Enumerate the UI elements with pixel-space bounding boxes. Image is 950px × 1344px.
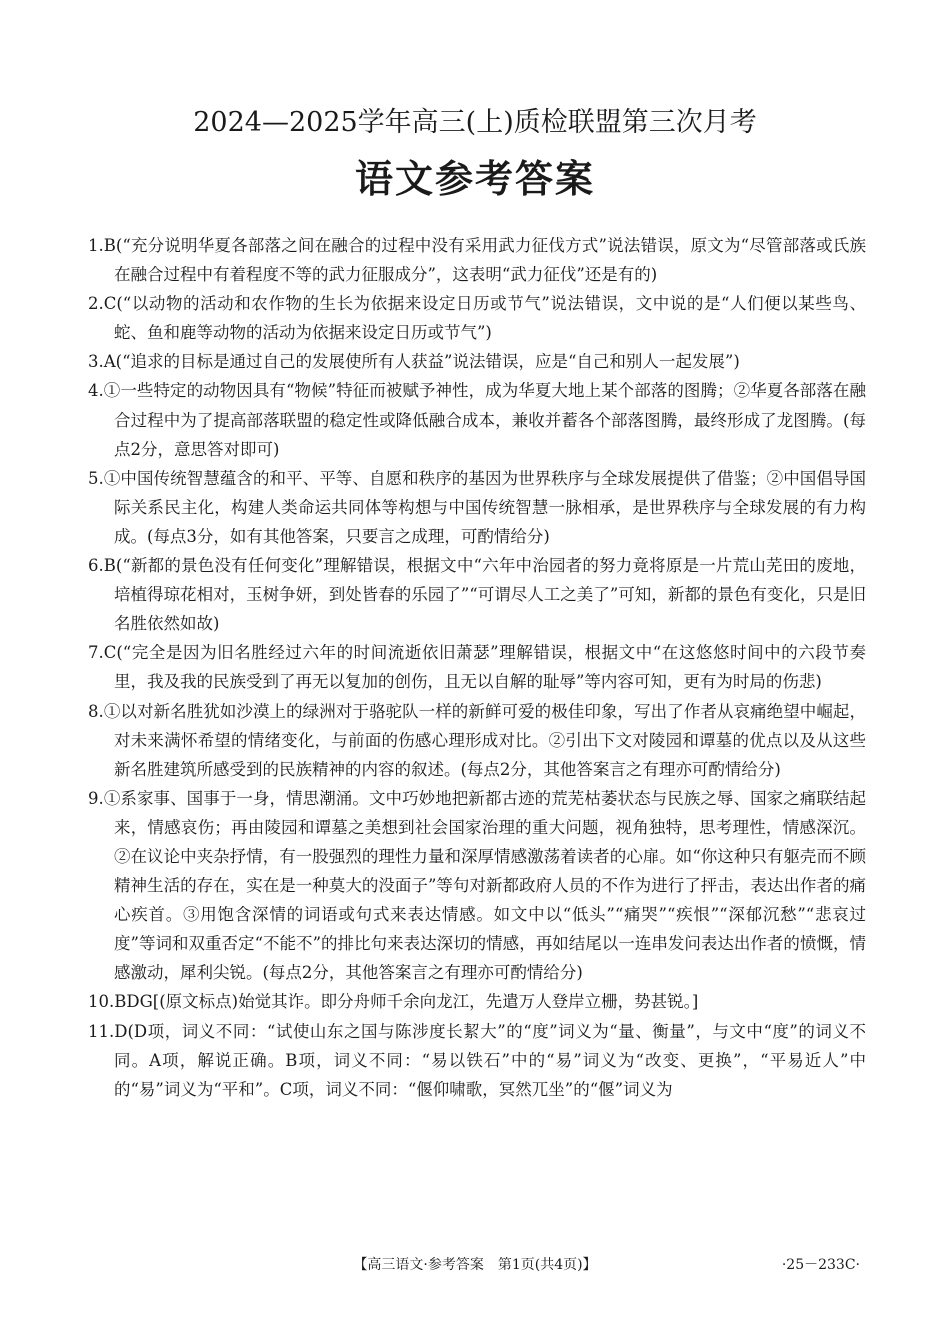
answer-item: [88, 231, 866, 289]
answer-number: 11.: [88, 1021, 115, 1041]
answer-list: [88, 231, 866, 1104]
answer-text: ①系家事、国事于一身，情思潮涌。文中巧妙地把新都古迹的荒芜枯萎状态与民族之辱、国家之痛联结起来，情感哀伤；再由陵园和谭墓之美想到社会国家治理的重大问题，视角独特，思考理性，情感深沉。②在议论中夹杂抒情，有一股强烈的理性力量和深厚情感激荡着读者的心扉。如“你这种只有躯壳而不顾精神生活的存在，实在是一种莫大的没面子”等句对新都政府人员的不作为进行了抨击，表达出作者的痛心疾首。③用饱含深情的词语或句式来表达情感。如文中以“低头”“痛哭”“疾恨”“深郁沉愁”“悲哀过度”等词和双重否定“不能不”的排比句来表达深切的情感，再如结尾以一连串发问表达出作者的愤慨，情感激动，犀利尖锐。(每点2分，其他答案言之有理亦可酌情给分): [103, 788, 866, 983]
answer-number: 7.: [88, 643, 104, 663]
answer-item: [88, 289, 866, 347]
answer-text: BDG[(原文标点)始觉其诈。即分舟师千余向龙江，先遣万人登岸立栅，势甚锐。]: [114, 992, 699, 1012]
footer-doc-code: ·25－233C·: [781, 1257, 860, 1273]
answer-text: A(“追求的目标是通过自己的发展使所有人获益”说法错误，应是“自己和别人一起发展”): [103, 352, 740, 372]
answer-number: 4.: [88, 381, 104, 401]
answer-number: 8.: [88, 701, 104, 721]
answer-item: [88, 987, 866, 1016]
answer-item: [88, 464, 866, 551]
answer-text: D(D项，词义不同：“试使山东之国与陈涉度长絜大”的“度”词义为“量、衡量”，与文中“度”的词义不同。A项，解说正确。B项，词义不同：“易以铁石”中的“易”词义为“改变、更换”，“平易近人”中的“易”词义为“平和”。C项，词义不同：“偃仰啸歌，冥然兀坐”的“偃”词义为: [114, 1021, 866, 1099]
answer-item: [88, 638, 866, 696]
page-footer: [0, 1252, 950, 1278]
answer-text: B(“充分说明华夏各部落之间在融合的过程中没有采用武力征伐方式”说法错误，原文为“尽管部落或氏族在融合过程中有着程度不等的武力征服成分”，这表明“武力征伐”还是有的): [103, 236, 866, 285]
page-title: 2024—2025学年高三(上)质检联盟第三次月考: [193, 107, 757, 138]
answer-item: [88, 347, 866, 376]
answer-item: [88, 551, 866, 638]
answer-number: 1.: [88, 236, 104, 255]
answer-text: ①以对新名胜犹如沙漠上的绿洲对于骆驼队一样的新鲜可爱的极佳印象，写出了作者从哀痛绝望中崛起，对未来满怀希望的情绪变化，与前面的伤感心理形成对比。②引出下文对陵园和谭墓的优点以及从这些新名胜建筑所感受到的民族精神的内容的叙述。(每点2分，其他答案言之有理亦可酌情给分): [103, 701, 866, 779]
answer-number: 9.: [88, 788, 104, 808]
answer-number: 10.: [88, 992, 115, 1012]
answer-number: 5.: [88, 468, 104, 488]
answer-item: [88, 376, 866, 463]
answer-text: C(“以动物的活动和农作物的生长为依据来设定日历或节气”说法错误，文中说的是“人们便以某些鸟、蛇、鱼和鹿等动物的活动为依据来设定日历或节气”): [103, 294, 866, 343]
page-subtitle: 语文参考答案: [354, 157, 595, 201]
answer-text: B(“新都的景色没有任何变化”理解错误，根据文中“六年中治园者的努力竟将原是一片荒山芜田的废地，培植得琼花相对，玉树争妍，到处皆春的乐园了”“可谓尽人工之美了”可知，新都的景色有变化，只是旧名胜依然如故): [103, 556, 866, 634]
footer-page-info: 【高三语文·参考答案 第1页(共4页)】: [353, 1257, 597, 1273]
answer-number: 3.: [88, 352, 104, 372]
answer-item: [88, 784, 866, 988]
answer-item: [88, 1017, 866, 1104]
answer-number: 2.: [88, 294, 104, 314]
answer-text: ①中国传统智慧蕴含的和平、平等、自愿和秩序的基因为世界秩序与全球发展提供了借鉴；②中国倡导国际关系民主化，构建人类命运共同体等构想与中国传统智慧一脉相承，是世界秩序与全球发展的有力构成。(每点3分，如有其他答案，只要言之成理，可酌情给分): [103, 468, 866, 546]
answer-text: ①一些特定的动物因具有“物候”特征而被赋予神性，成为华夏大地上某个部落的图腾；②华夏各部落在融合过程中为了提高部落联盟的稳定性或降低融合成本，兼收并蓄各个部落图腾，最终形成了龙图腾。(每点2分，意思答对即可): [103, 381, 866, 459]
answer-text: C(“完全是因为旧名胜经过六年的时间流逝依旧萧瑟”理解错误，根据文中“在这悠悠时间中的六段节奏里，我及我的民族受到了再无以复加的创伤，且无以自解的耻辱”等内容可知，更有为时局的伤悲): [103, 643, 866, 692]
answer-item: [88, 697, 866, 784]
answer-number: 6.: [88, 556, 104, 576]
